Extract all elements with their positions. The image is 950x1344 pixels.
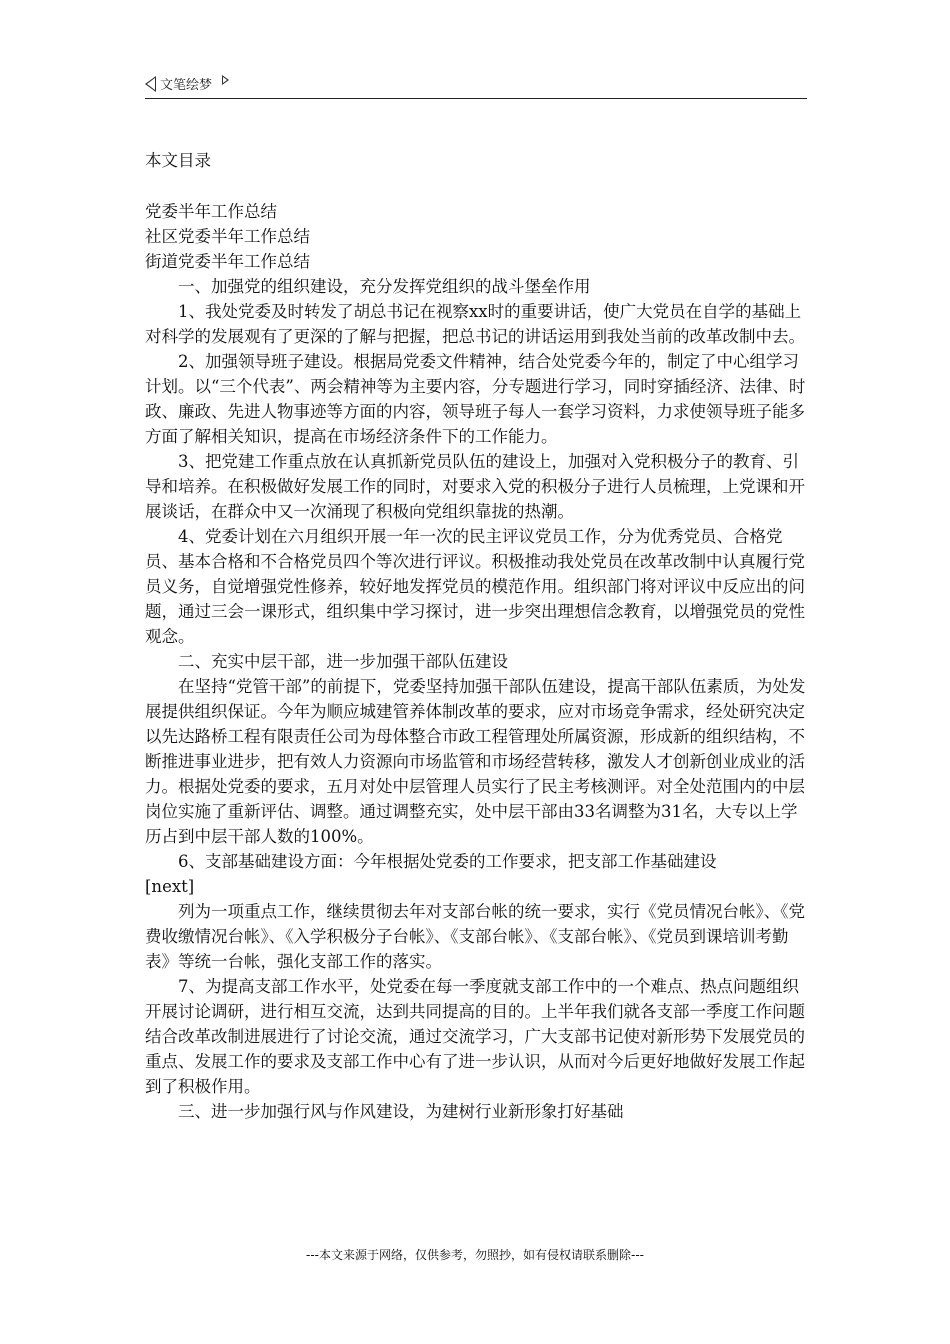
paragraph: 7、为提高支部工作水平，处党委在每一季度就支部工作中的一个难点、热点问题组织开展讨论调研，进行相互交流，达到共同提高的目的。上半年我们就各支部一季度工作问题结合改革改制进展进行了讨论交流，通过交流学习，广大支部书记使对新形势下发展党员的重点、发展工作的要求及支部工作中心有了进一步认识，从而对今后更好地做好发展工作起到了积极作用。 [145, 977, 805, 1096]
triangle-left-icon [145, 76, 156, 92]
next-marker: [next] [145, 877, 195, 896]
paragraph: 6、支部基础建设方面：今年根据处党委的工作要求，把支部工作基础建设 [178, 852, 717, 871]
paragraph: 2、加强领导班子建设。根据局党委文件精神，结合处党委今年的，制定了中心组学习计划。以“三个代表”、两会精神等为主要内容，分专题进行学习，同时穿插经济、法律、时政、廉政、先进人物事迹等方面的内容，领导班子每人一套学习资料，力求使领导班子能多方面了解相关知识，提高在市场经济条件下的工作能力。 [145, 352, 806, 446]
brand-text: 文笔绘梦 [160, 78, 213, 93]
document-body [145, 148, 810, 1124]
page-header [145, 74, 807, 99]
paragraph: 列为一项重点工作，继续贯彻去年对支部台帐的统一要求，实行《党员情况台帐》、《党费收缴情况台帐》、《入学积极分子台帐》、《支部台帐》、《支部台帐》、《党员到课培训考勤表》等统一台帐，强化支部工作的落实。 [145, 902, 805, 971]
section-heading-1: 一、加强党的组织建设，充分发挥党组织的战斗堡垒作用 [178, 277, 591, 296]
paragraph: 在坚持“党管干部”的前提下，党委坚持加强干部队伍建设，提高干部队伍素质，为处发展提供组织保证。今年为顺应城建管养体制改革的要求，应对市场竞争需求，经处研究决定以先达路桥工程有限责任公司为母体整合市政工程管理处所属资源，形成新的组织结构，不断推进事业进步，把有效人力资源向市场监管和市场经营转移，激发人才创新创业成业的活力。根据处党委的要求，五月对处中层管理人员实行了民主考核测评。对全处范围内的中层岗位实施了重新评估、调整。通过调整充实，处中层干部由33名调整为31名，大专以上学历占到中层干部人数的100%。 [145, 677, 806, 846]
paragraph: 3、把党建工作重点放在认真抓新党员队伍的建设上，加强对入党积极分子的教育、引导和培养。在积极做好发展工作的同时，对要求入党的积极分子进行人员梳理，上党课和开展谈话，在群众中又一次涌现了积极向党组织靠拢的热潮。 [145, 452, 805, 521]
section-heading-3: 三、进一步加强行风与作风建设，为建树行业新形象打好基础 [178, 1102, 624, 1121]
paragraph: 1、我处党委及时转发了胡总书记在视察xx时的重要讲话，使广大党员在自学的基础上对科学的发展观有了更深的了解与把握，把总书记的讲话运用到我处当前的改革改制中去。 [145, 302, 805, 346]
toc-item: 街道党委半年工作总结 [145, 252, 310, 271]
toc-title: 本文目录 [145, 151, 211, 170]
header-brand [145, 74, 229, 93]
paragraph: 4、党委计划在六月组织开展一年一次的民主评议党员工作，分为优秀党员、合格党员、基本合格和不合格党员四个等次进行评议。积极推动我处党员在改革改制中认真履行党员义务，自觉增强党性修养，较好地发挥党员的模范作用。组织部门将对评议中反应出的问题，通过三会一课形式，组织集中学习探讨，进一步突出理想信念教育，以增强党员的党性观念。 [145, 527, 805, 646]
toc-item: 社区党委半年工作总结 [145, 227, 310, 246]
page-footer: ---本文来源于网络，仅供参考，勿照抄，如有侵权请联系删除--- [306, 1248, 644, 1262]
triangle-right-icon [222, 75, 229, 85]
section-heading-2: 二、充实中层干部，进一步加强干部队伍建设 [178, 652, 508, 671]
toc-item: 党委半年工作总结 [145, 202, 277, 221]
